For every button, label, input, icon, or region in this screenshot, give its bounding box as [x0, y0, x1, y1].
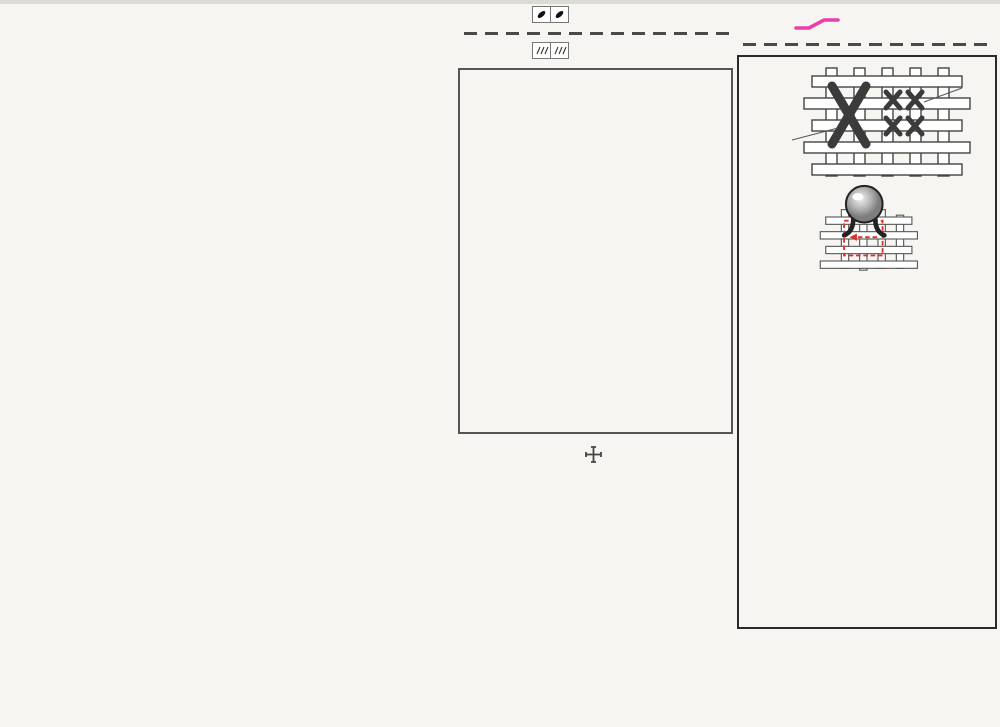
cross-stitch-chart-svg: [0, 0, 458, 727]
dashed-separator: [743, 43, 991, 46]
bead-attachment-diagram: [748, 184, 986, 277]
middle-column: [458, 0, 735, 473]
half-cross-symbol-cells: [532, 42, 569, 59]
right-column: [737, 0, 997, 629]
half-cross-symbol-icon: [551, 42, 569, 59]
center-mark-note: [458, 446, 735, 463]
bead-svg: [792, 184, 942, 272]
lilac-stitch-line-icon: [794, 14, 840, 34]
bead-symbol-icon: [532, 6, 551, 23]
half-cross-symbol-icon: [532, 42, 551, 59]
center-cross-icon: [585, 446, 602, 463]
about-text-box: [458, 68, 733, 434]
lilac-legend-row: [743, 14, 997, 34]
bead-symbol-icon: [551, 6, 569, 23]
weave-svg: [748, 66, 986, 182]
fabric-weave-diagram: [748, 66, 986, 182]
instruction-box: [737, 55, 997, 629]
full-cross-symbol-cells: [532, 6, 569, 23]
dashed-separator: [464, 32, 729, 35]
full-cross-legend-row: [480, 6, 735, 23]
cross-stitch-chart: [0, 0, 458, 727]
half-cross-legend-row: [480, 42, 735, 59]
